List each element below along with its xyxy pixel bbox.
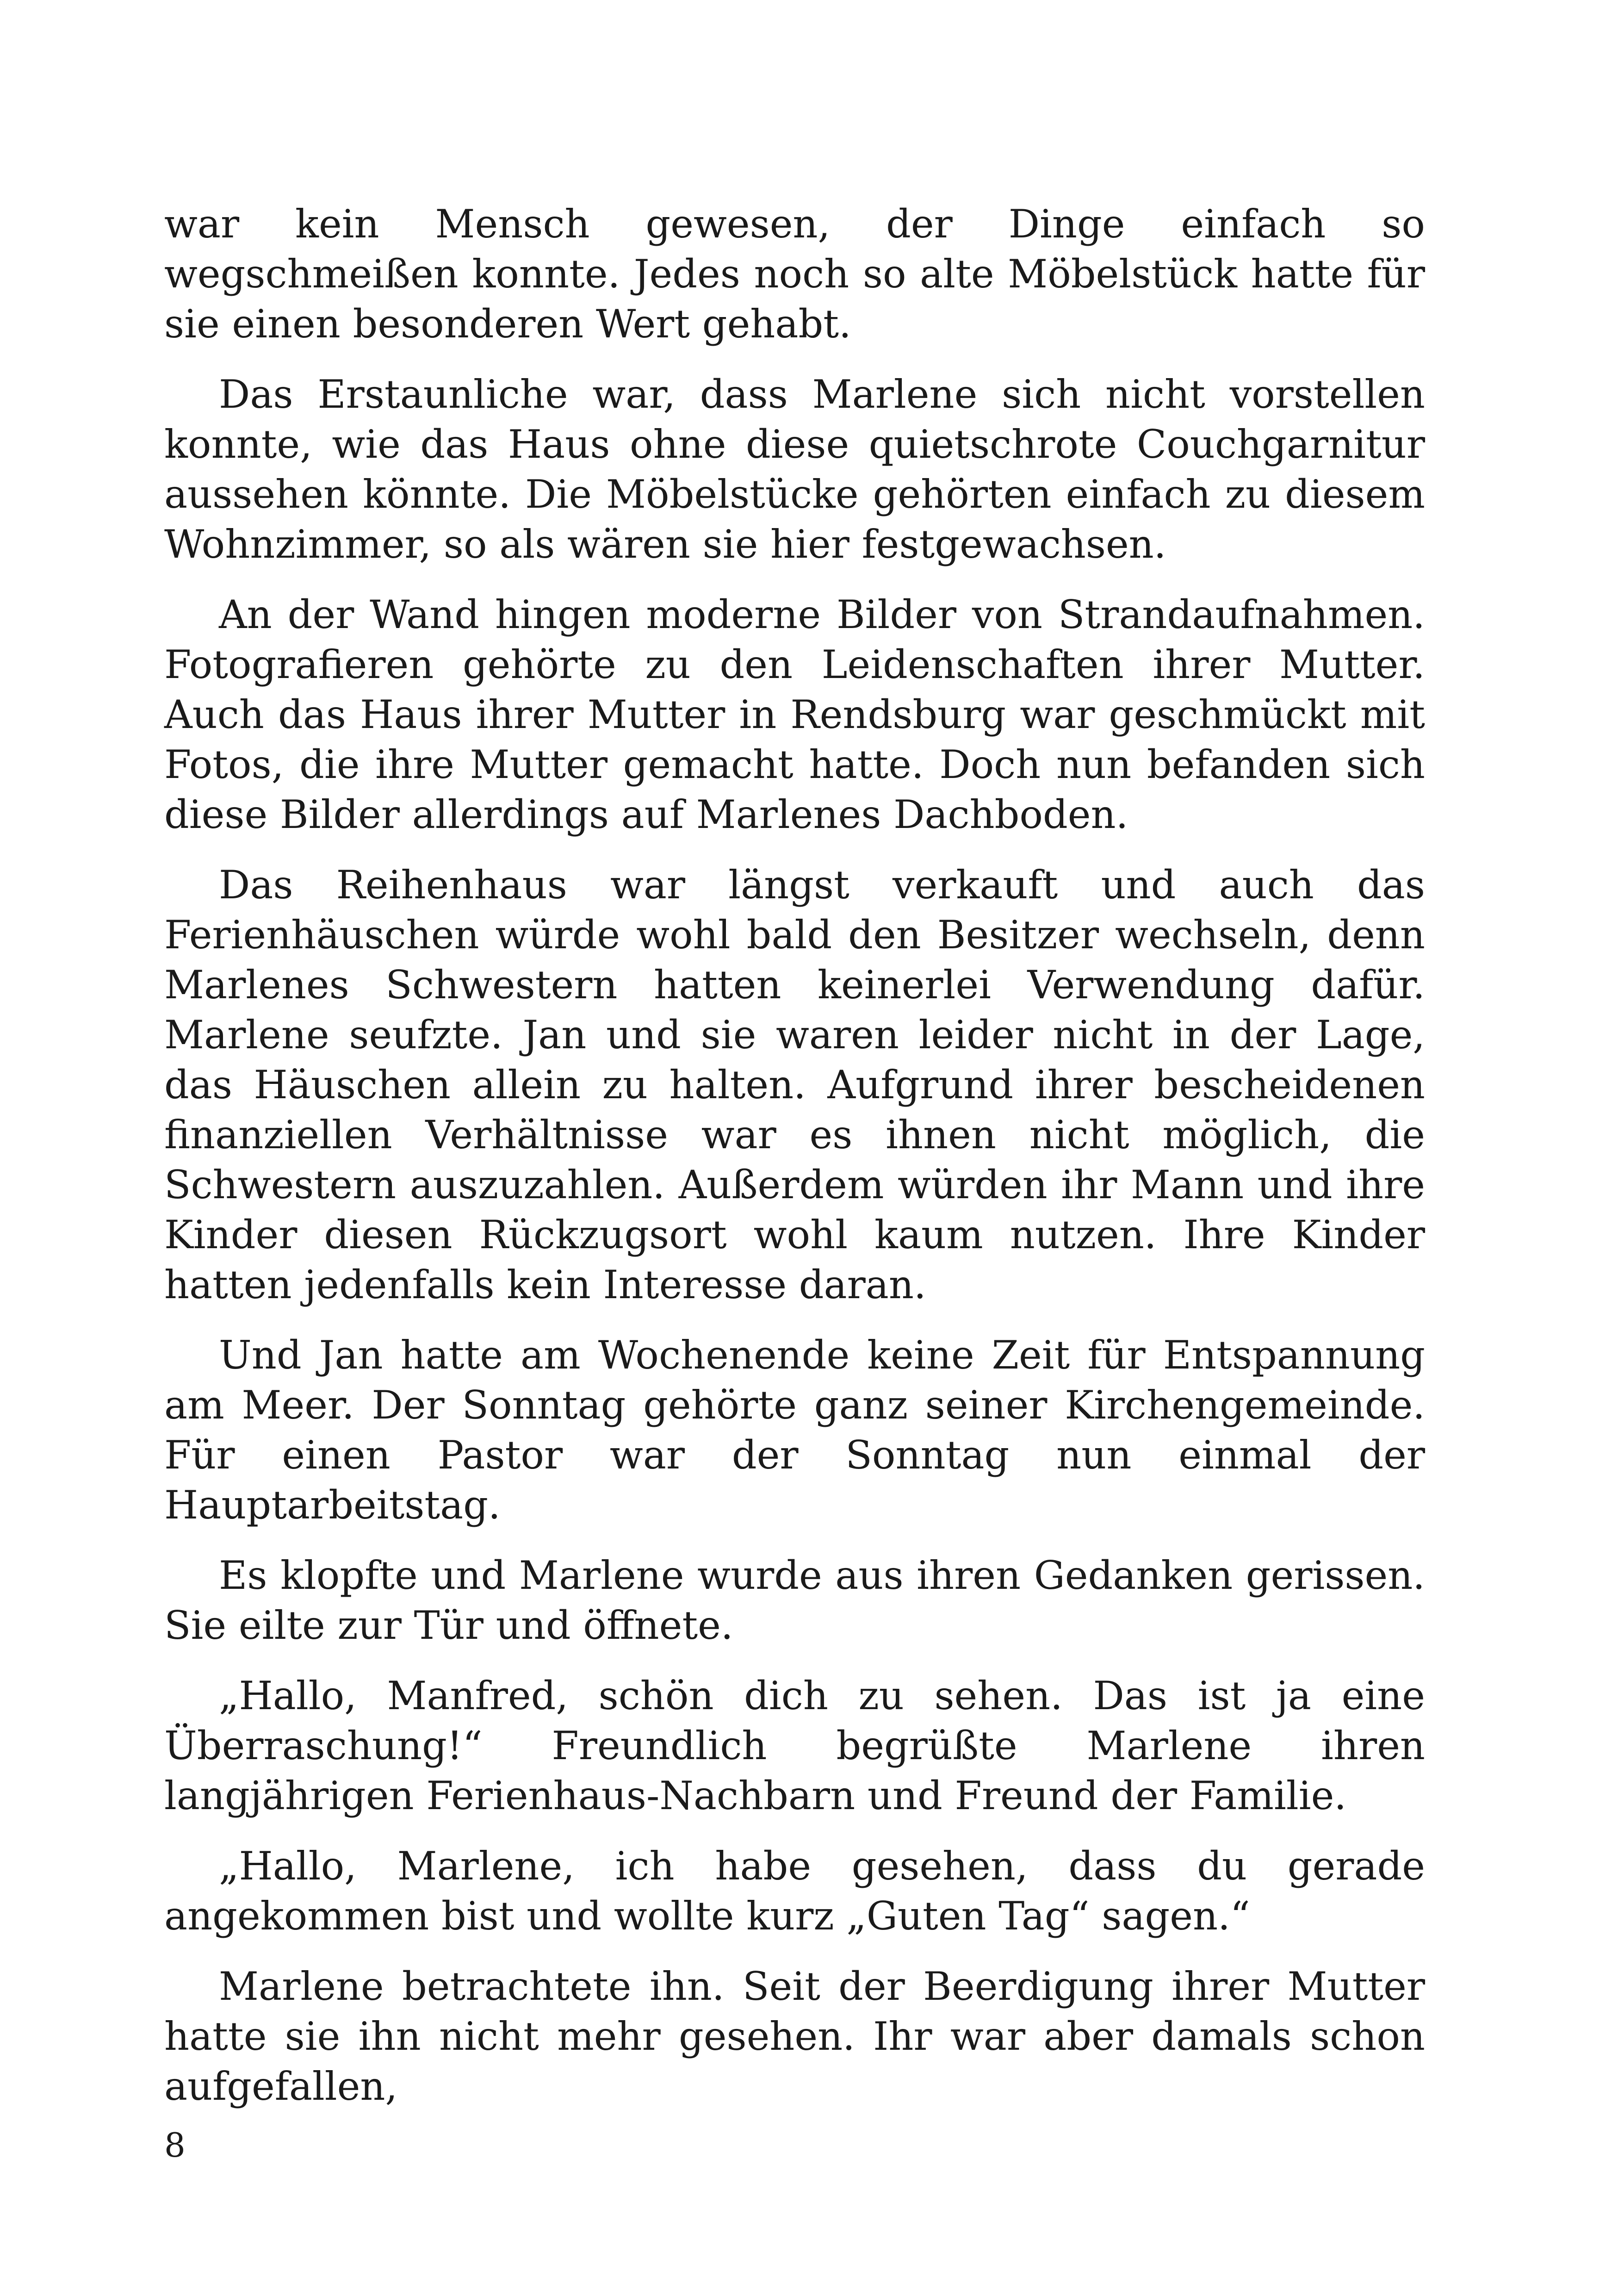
paragraph: Das Erstaunliche war, dass Marlene sich nicht vorstellen konnte, wie das Haus ohne diese quietschrote Couchgarnitur aussehen könnte. Die Möbelstücke gehörten einfach zu diesem Wohnzimmer, so als wären sie hier festgewachsen. <box>164 372 1425 567</box>
paragraph: Das Reihenhaus war längst verkauft und auch das Ferienhäuschen würde wohl bald den Besitzer wechseln, denn Marlenes Schwestern hatten keinerlei Verwendung dafür. Marlene seufzte. Jan und sie waren leider nicht in der Lage, das Häuschen allein zu halten. Aufgrund ihrer bescheidenen finanziellen Verhältnisse war es ihnen nicht möglich, die Schwestern auszuzahlen. Außerdem würden ihr Mann und ihre Kinder diesen Rückzugsort wohl kaum nutzen. Ihre Kinder hatten jedenfalls kein Interesse daran. <box>164 862 1425 1307</box>
paragraph: Es klopfte und Marlene wurde aus ihren Gedanken gerissen. Sie eilte zur Tür und öffnete. <box>164 1553 1425 1648</box>
paragraph: An der Wand hingen moderne Bilder von Strandaufnahmen. Fotografieren gehörte zu den Leidenschaften ihrer Mutter. Auch das Haus ihrer Mutter in Rendsburg war geschmückt mit Fotos, die ihre Mutter gemacht hatte. Doch nun befanden sich diese Bilder allerdings auf Marlenes Dachboden. <box>164 592 1425 837</box>
body-text <box>164 199 1425 2132</box>
paragraph: „Hallo, Manfred, schön dich zu sehen. Das ist ja eine Überraschung!“ Freundlich begrüßte Marlene ihren langjährigen Ferienhaus-Nachbarn und Freund der Familie. <box>164 1673 1425 1818</box>
paragraph: Und Jan hatte am Wochenende keine Zeit für Entspannung am Meer. Der Sonntag gehörte ganz seiner Kirchengemeinde. Für einen Pastor war der Sonntag nun einmal der Hauptarbeitstag. <box>164 1332 1425 1528</box>
paragraph: Marlene betrachtete ihn. Seit der Beerdigung ihrer Mutter hatte sie ihn nicht mehr gesehen. Ihr war aber damals schon aufgefallen, <box>164 1964 1425 2109</box>
paragraph: war kein Mensch gewesen, der Dinge einfach so wegschmeißen konnte. Jedes noch so alte Möbelstück hatte für sie einen besonderen Wert gehabt. <box>164 201 1425 347</box>
paragraph: „Hallo, Marlene, ich habe gesehen, dass du gerade angekommen bist und wollte kurz „Guten Tag“ sagen.“ <box>164 1843 1425 1939</box>
page-number: 8 <box>164 2126 186 2165</box>
